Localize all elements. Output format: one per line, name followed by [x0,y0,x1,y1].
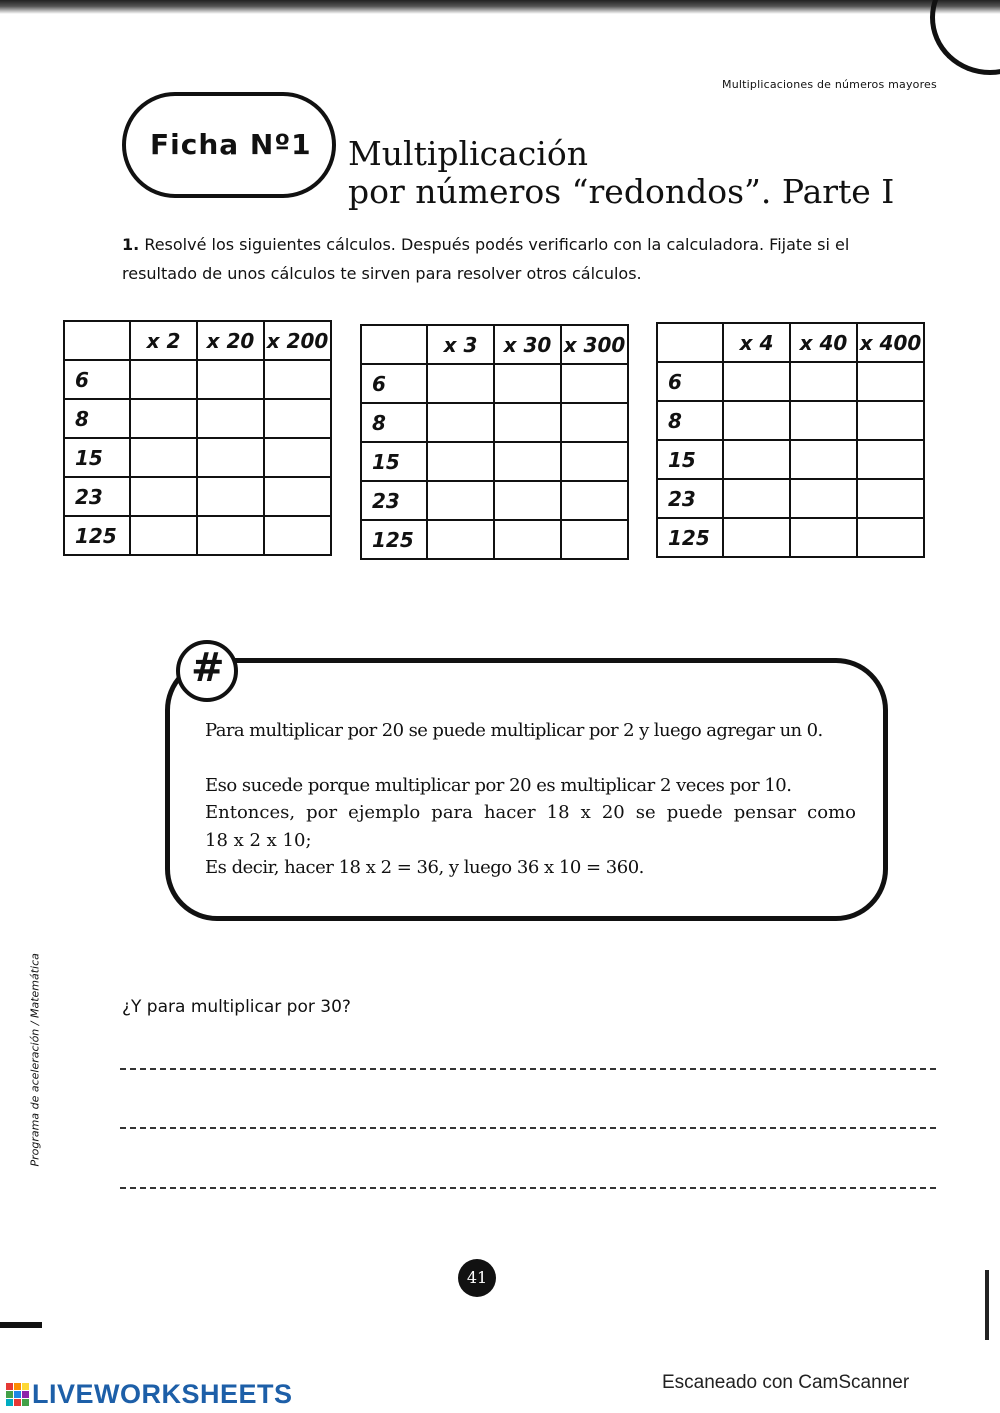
answer-cell[interactable] [561,403,628,442]
answer-cell[interactable] [723,401,790,440]
liveworksheets-logo[interactable]: LIVEWORKSHEETS [32,1379,293,1409]
instruction-number: 1. [122,235,140,254]
tip-explanation-1 [205,775,791,796]
answer-cell[interactable] [561,442,628,481]
tip-explanation-3: 18 x 2 x 10; [205,830,312,851]
row-header: 23 [657,479,723,518]
answer-cell[interactable] [561,364,628,403]
answer-cell[interactable] [427,403,494,442]
answer-line[interactable] [120,1068,936,1070]
answer-cell[interactable] [494,520,561,559]
column-header: x 30 [494,325,561,364]
answer-cell[interactable] [197,438,264,477]
instruction [122,230,942,288]
answer-cell[interactable] [494,442,561,481]
answer-cell[interactable] [857,401,924,440]
answer-cell[interactable] [264,438,331,477]
instruction-text-2: resultado de unos cálculos te sirven para resolver otros cálculos. [122,264,642,283]
hash-icon: # [191,645,225,691]
answer-cell[interactable] [130,438,197,477]
answer-cell[interactable] [264,477,331,516]
row-header: 15 [64,438,130,477]
answer-cell[interactable] [427,520,494,559]
answer-cell[interactable] [723,440,790,479]
scan-edge-mark [985,1270,989,1340]
column-header: x 200 [264,321,331,360]
answer-cell[interactable] [130,399,197,438]
column-header: x 4 [723,323,790,362]
tip-rule: Para multiplicar por 20 se puede multiplicar por 2 y luego agregar un 0. [205,720,823,741]
scan-edge-mark [0,1322,42,1328]
row-header: 8 [361,403,427,442]
answer-cell[interactable] [561,481,628,520]
row-header: 6 [64,360,130,399]
column-header: x 40 [790,323,857,362]
answer-cell[interactable] [427,364,494,403]
answer-cell[interactable] [427,481,494,520]
page-title-line-1: Multiplicación [348,134,588,173]
answer-cell[interactable] [264,360,331,399]
corner-decoration [930,0,1000,75]
instruction-text: Resolvé los siguientes cálculos. Después podés verificarlo con la calculadora. Fijate si el [144,235,850,254]
multiplication-table-1 [63,320,332,556]
ficha-number: Ficha Nº1 [150,128,312,161]
answer-cell[interactable] [790,440,857,479]
liveworksheets-logo-icon [6,1383,28,1405]
answer-cell[interactable] [197,399,264,438]
column-header: x 300 [561,325,628,364]
table-corner-cell [361,325,427,364]
tip-explanation-4: Es decir, hacer 18 x 2 = 36, y luego 36 x 10 = 360. [205,857,644,878]
answer-cell[interactable] [130,516,197,555]
tip-explanation-1-a: Eso sucede porque [205,775,375,796]
row-header: 23 [361,481,427,520]
scanner-watermark: Escaneado con CamScanner [662,1372,910,1393]
answer-cell[interactable] [723,518,790,557]
answer-cell[interactable] [197,477,264,516]
row-header: 15 [657,440,723,479]
column-header: x 400 [857,323,924,362]
table-corner-cell [64,321,130,360]
row-header: 8 [64,399,130,438]
column-header: x 3 [427,325,494,364]
row-header: 8 [657,401,723,440]
scan-top-edge [0,0,1000,14]
answer-cell[interactable] [130,477,197,516]
section-header: Multiplicaciones de números mayores [722,78,937,91]
answer-cell[interactable] [494,481,561,520]
row-header: 125 [64,516,130,555]
multiplication-table-3 [656,322,925,558]
row-header: 6 [657,362,723,401]
answer-cell[interactable] [857,479,924,518]
answer-cell[interactable] [723,362,790,401]
row-header: 125 [657,518,723,557]
answer-cell[interactable] [561,520,628,559]
tip-explanation-1-b: multiplicar por 20 es multiplicar 2 veces por 10. [374,775,792,796]
tip-explanation-2: Entonces, por ejemplo para hacer 18 x 20 se puede pensar como [205,802,856,823]
answer-cell[interactable] [197,516,264,555]
answer-cell[interactable] [264,399,331,438]
answer-cell[interactable] [494,403,561,442]
answer-cell[interactable] [264,516,331,555]
answer-cell[interactable] [130,360,197,399]
answer-line[interactable] [120,1187,936,1189]
column-header: x 2 [130,321,197,360]
answer-cell[interactable] [790,401,857,440]
column-header: x 20 [197,321,264,360]
answer-cell[interactable] [857,518,924,557]
answer-cell[interactable] [790,362,857,401]
question: ¿Y para multiplicar por 30? [122,997,351,1017]
answer-line[interactable] [120,1127,936,1129]
row-header: 23 [64,477,130,516]
page-title-line-2: por números “redondos”. Parte I [348,172,895,211]
table-corner-cell [657,323,723,362]
multiplication-table-2 [360,324,629,560]
side-label: Programa de aceleración / Matemática [28,953,42,1167]
answer-cell[interactable] [494,364,561,403]
answer-cell[interactable] [723,479,790,518]
answer-cell[interactable] [790,518,857,557]
row-header: 15 [361,442,427,481]
answer-cell[interactable] [857,440,924,479]
answer-cell[interactable] [427,442,494,481]
page-number: 41 [466,1268,488,1287]
row-header: 6 [361,364,427,403]
answer-cell[interactable] [790,479,857,518]
answer-cell[interactable] [857,362,924,401]
row-header: 125 [361,520,427,559]
answer-cell[interactable] [197,360,264,399]
